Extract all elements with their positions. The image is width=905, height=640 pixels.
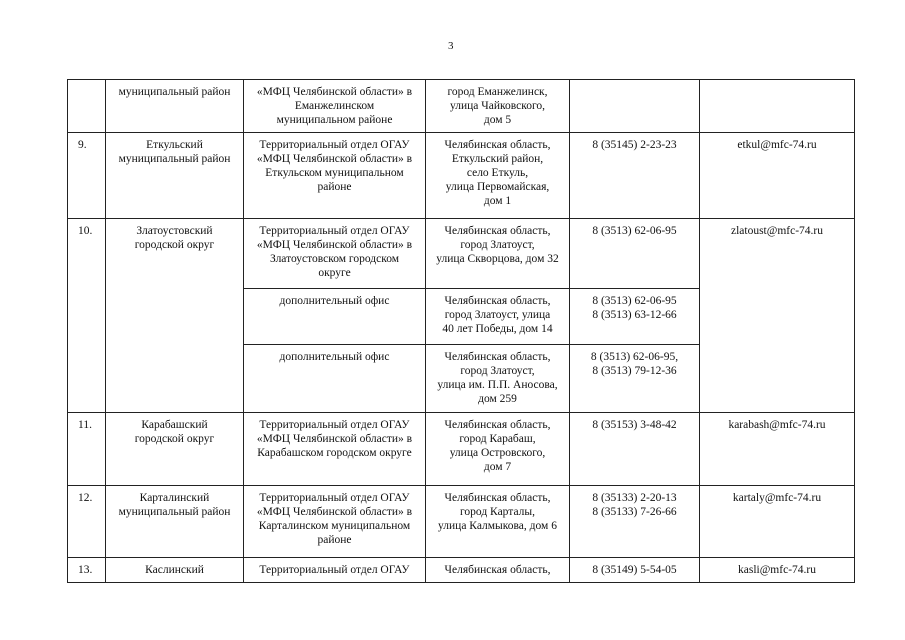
- office-line: муниципальном районе: [276, 114, 393, 126]
- phone-line: 8 (3513) 79-12-36: [592, 365, 677, 377]
- office-line: Карабашском городском округе: [257, 447, 412, 459]
- phone-line: 8 (35153) 3-48-42: [592, 419, 677, 431]
- phone-line: 8 (35133) 2-20-13: [592, 492, 677, 504]
- address-line: дом 259: [478, 393, 517, 405]
- district-line: муниципальный район: [118, 86, 231, 98]
- cell-address: [426, 345, 570, 413]
- email-link[interactable]: kasli@mfc-74.ru: [738, 564, 816, 576]
- district-line: Златоустовский: [136, 225, 213, 237]
- district-line: Каслинский: [145, 564, 204, 576]
- cell-number: [68, 80, 106, 133]
- cell-phone: [570, 345, 700, 413]
- cell-email[interactable]: [700, 558, 855, 583]
- cell-district: [106, 558, 244, 583]
- cell-number: 13.: [68, 558, 106, 583]
- cell-phone: [570, 219, 700, 289]
- phone-line: 8 (35149) 5-54-05: [592, 564, 677, 576]
- cell-office: [244, 345, 426, 413]
- table-row-13: [68, 558, 855, 583]
- cell-email[interactable]: [700, 133, 855, 219]
- phone-line: 8 (3513) 62-06-95,: [590, 351, 679, 363]
- cell-email[interactable]: [700, 413, 855, 486]
- cell-district: [106, 133, 244, 219]
- email-link[interactable]: zlatoust@mfc-74.ru: [730, 225, 824, 237]
- address-line: город Карабаш,: [459, 433, 536, 445]
- district-line: городской округ: [134, 239, 215, 251]
- office-line: Еткульском муниципальном: [265, 167, 404, 179]
- office-line: Златоустовском городском: [269, 253, 400, 265]
- office-line: «МФЦ Челябинской области» в: [256, 506, 413, 518]
- address-line: улица им. П.П. Аносова,: [437, 379, 558, 391]
- address-line: улица Калмыкова, дом 6: [438, 520, 557, 532]
- cell-phone: [570, 558, 700, 583]
- table-row-9: [68, 133, 855, 219]
- address-line: улица Первомайская,: [445, 181, 550, 193]
- address-line: улица Чайковского,: [449, 100, 546, 112]
- cell-office: [244, 133, 426, 219]
- address-line: Челябинская область,: [444, 419, 551, 431]
- address-line: город Златоуст, улица: [444, 309, 551, 321]
- address-line: дом 5: [483, 114, 512, 126]
- address-line: улица Скворцова, дом 32: [436, 253, 559, 265]
- office-line: Территориальный отдел ОГАУ: [259, 225, 410, 237]
- district-line: муниципальный район: [118, 153, 231, 165]
- address-line: город Златоуст,: [460, 365, 535, 377]
- district-line: Карабашский: [141, 419, 208, 431]
- address-line: Еткульский район,: [451, 153, 544, 165]
- office-line: Территориальный отдел ОГАУ: [259, 419, 410, 431]
- address-line: Челябинская область,: [444, 139, 551, 151]
- address-line: город Златоуст,: [460, 239, 535, 251]
- cell-email[interactable]: [700, 486, 855, 558]
- cell-district: [106, 413, 244, 486]
- cell-district: [106, 219, 244, 413]
- office-line: Территориальный отдел ОГАУ: [259, 492, 410, 504]
- cell-number: 11.: [68, 413, 106, 486]
- cell-address: [426, 133, 570, 219]
- table-row-10: [68, 219, 855, 289]
- cell-phone: [570, 80, 700, 133]
- email-link[interactable]: kartaly@mfc-74.ru: [732, 492, 822, 504]
- address-line: улица Островского,: [449, 447, 546, 459]
- office-line: Карталинском муниципальном: [258, 520, 411, 532]
- cell-address: [426, 219, 570, 289]
- cell-number: 9.: [68, 133, 106, 219]
- mfc-offices-table: [67, 79, 855, 583]
- cell-phone: [570, 413, 700, 486]
- table-row-continuation: [68, 80, 855, 133]
- office-line: округе: [318, 267, 351, 279]
- cell-address: [426, 289, 570, 345]
- cell-phone: [570, 486, 700, 558]
- district-line: Карталинский: [139, 492, 210, 504]
- cell-phone: [570, 133, 700, 219]
- address-line: село Еткуль,: [466, 167, 529, 179]
- office-line: «МФЦ Челябинской области» в: [256, 86, 413, 98]
- district-line: Еткульский: [146, 139, 203, 151]
- cell-phone: [570, 289, 700, 345]
- address-line: Челябинская область,: [444, 225, 551, 237]
- address-line: Челябинская область,: [444, 295, 551, 307]
- email-link[interactable]: karabash@mfc-74.ru: [728, 419, 826, 431]
- office-line: районе: [317, 181, 352, 193]
- cell-number: 12.: [68, 486, 106, 558]
- email-link[interactable]: etkul@mfc-74.ru: [737, 139, 817, 151]
- cell-office: [244, 80, 426, 133]
- cell-address: [426, 486, 570, 558]
- office-line: «МФЦ Челябинской области» в: [256, 433, 413, 445]
- address-line: город Еманжелинск,: [447, 86, 548, 98]
- address-line: Челябинская область,: [444, 351, 551, 363]
- office-line: «МФЦ Челябинской области» в: [256, 153, 413, 165]
- phone-line: 8 (3513) 63-12-66: [592, 309, 677, 321]
- office-line: Территориальный отдел ОГАУ: [259, 139, 410, 151]
- address-line: дом 7: [483, 461, 512, 473]
- address-line: 40 лет Победы, дом 14: [442, 323, 553, 335]
- phone-line: 8 (35133) 7-26-66: [592, 506, 677, 518]
- address-line: Челябинская область,: [444, 564, 551, 576]
- cell-office: [244, 219, 426, 289]
- address-line: дом 1: [483, 195, 512, 207]
- cell-email: [700, 80, 855, 133]
- district-line: городской округ: [134, 433, 215, 445]
- phone-line: 8 (35145) 2-23-23: [592, 139, 677, 151]
- phone-line: 8 (3513) 62-06-95: [592, 295, 677, 307]
- cell-office: [244, 558, 426, 583]
- address-line: Челябинская область,: [444, 492, 551, 504]
- cell-district: [106, 80, 244, 133]
- cell-address: [426, 558, 570, 583]
- cell-office: [244, 289, 426, 345]
- office-line: дополнительный офис: [279, 295, 390, 307]
- phone-line: 8 (3513) 62-06-95: [592, 225, 677, 237]
- cell-address: [426, 80, 570, 133]
- cell-number: 10.: [68, 219, 106, 413]
- cell-district: [106, 486, 244, 558]
- district-line: муниципальный район: [118, 506, 231, 518]
- page-number: 3: [448, 40, 454, 52]
- office-line: Еманжелинском: [294, 100, 375, 112]
- office-line: районе: [317, 534, 352, 546]
- office-line: дополнительный офис: [279, 351, 390, 363]
- cell-address: [426, 413, 570, 486]
- office-line: Территориальный отдел ОГАУ: [259, 564, 410, 576]
- table-row-11: [68, 413, 855, 486]
- office-line: «МФЦ Челябинской области» в: [256, 239, 413, 251]
- cell-email[interactable]: [700, 219, 855, 413]
- cell-office: [244, 486, 426, 558]
- cell-office: [244, 413, 426, 486]
- address-line: город Карталы,: [459, 506, 535, 518]
- table-row-12: [68, 486, 855, 558]
